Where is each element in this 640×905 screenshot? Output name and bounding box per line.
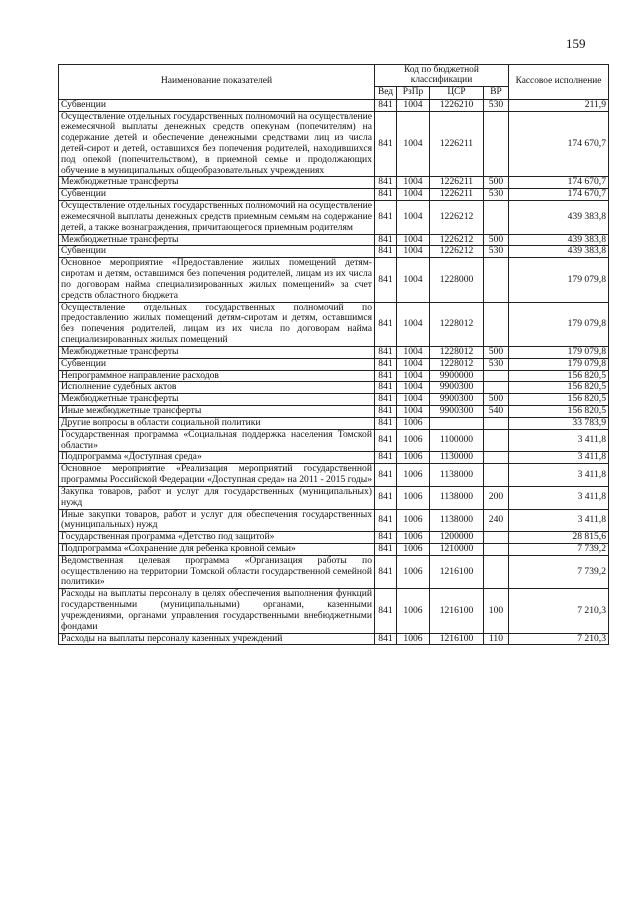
- row-amount-cell: 439 383,8: [509, 201, 609, 234]
- row-vr-cell: 500: [484, 394, 509, 406]
- table-row: [59, 370, 609, 382]
- header-ved: Вед: [375, 86, 397, 99]
- table-row: [59, 452, 609, 464]
- row-vr-cell: [484, 302, 509, 346]
- row-name-cell: Субвенции: [59, 246, 375, 258]
- row-vr-cell: [484, 532, 509, 544]
- row-ved-cell: 841: [375, 382, 397, 394]
- row-csr-cell: 1228000: [430, 258, 484, 302]
- table-row: [59, 509, 609, 532]
- row-vr-cell: [484, 417, 509, 429]
- row-ved-cell: 841: [375, 589, 397, 633]
- row-vr-cell: 500: [484, 234, 509, 246]
- row-vr-cell: [484, 555, 509, 588]
- row-amount-cell: 156 820,5: [509, 406, 609, 418]
- row-ved-cell: 841: [375, 370, 397, 382]
- row-csr-cell: 1226212: [430, 246, 484, 258]
- row-vr-cell: [484, 464, 509, 487]
- row-vr-cell: [484, 370, 509, 382]
- row-ved-cell: 841: [375, 464, 397, 487]
- table-row: [59, 417, 609, 429]
- row-rzpr-cell: 1006: [397, 429, 430, 452]
- row-rzpr-cell: 1006: [397, 417, 430, 429]
- row-ved-cell: 841: [375, 346, 397, 358]
- row-csr-cell: 1228012: [430, 346, 484, 358]
- header-execution: Кассовое исполнение: [509, 65, 609, 100]
- table-row: [59, 302, 609, 346]
- row-name-cell: Межбюджетные трансферты: [59, 177, 375, 189]
- row-ved-cell: 841: [375, 201, 397, 234]
- row-rzpr-cell: 1004: [397, 189, 430, 201]
- row-rzpr-cell: 1004: [397, 99, 430, 111]
- row-name-cell: Другие вопросы в области социальной политики: [59, 417, 375, 429]
- row-vr-cell: 530: [484, 358, 509, 370]
- table-row: [59, 234, 609, 246]
- row-rzpr-cell: 1004: [397, 370, 430, 382]
- row-name-cell: Иные закупки товаров, работ и услуг для обеспечения государственных (муниципальных) нужд: [59, 509, 375, 532]
- row-ved-cell: 841: [375, 258, 397, 302]
- row-amount-cell: 174 670,7: [509, 177, 609, 189]
- row-amount-cell: 174 670,7: [509, 189, 609, 201]
- header-name: Наименование показателей: [59, 65, 375, 100]
- row-name-cell: Осуществление отдельных государственных полномочий на осуществление ежемесячной выплаты денежных средств приемным семьям на содержание детей, а также вознаграждения, причитающегося приемным родителям: [59, 201, 375, 234]
- row-csr-cell: 1226210: [430, 99, 484, 111]
- row-ved-cell: 841: [375, 246, 397, 258]
- row-rzpr-cell: 1004: [397, 406, 430, 418]
- row-rzpr-cell: 1006: [397, 486, 430, 509]
- row-name-cell: Расходы на выплаты персоналу казенных учреждений: [59, 633, 375, 645]
- table-row: [59, 258, 609, 302]
- row-rzpr-cell: 1004: [397, 177, 430, 189]
- row-csr-cell: 1226211: [430, 177, 484, 189]
- row-vr-cell: [484, 258, 509, 302]
- row-csr-cell: 1226212: [430, 201, 484, 234]
- table-header-row: [59, 65, 609, 87]
- row-name-cell: Межбюджетные трансферты: [59, 346, 375, 358]
- table-row: [59, 532, 609, 544]
- row-rzpr-cell: 1006: [397, 589, 430, 633]
- row-rzpr-cell: 1004: [397, 302, 430, 346]
- table-row: [59, 111, 609, 177]
- row-ved-cell: 841: [375, 302, 397, 346]
- row-name-cell: Межбюджетные трансферты: [59, 234, 375, 246]
- row-name-cell: Подпрограмма «Доступная среда»: [59, 452, 375, 464]
- row-amount-cell: 3 411,8: [509, 429, 609, 452]
- row-amount-cell: 156 820,5: [509, 370, 609, 382]
- row-ved-cell: 841: [375, 394, 397, 406]
- row-name-cell: Государственная программа «Социальная поддержка населения Томской области»: [59, 429, 375, 452]
- row-name-cell: Исполнение судебных актов: [59, 382, 375, 394]
- row-ved-cell: 841: [375, 486, 397, 509]
- row-vr-cell: 240: [484, 509, 509, 532]
- row-rzpr-cell: 1006: [397, 555, 430, 588]
- row-csr-cell: 1216100: [430, 633, 484, 645]
- row-amount-cell: 179 079,8: [509, 346, 609, 358]
- row-vr-cell: 530: [484, 189, 509, 201]
- row-vr-cell: 530: [484, 246, 509, 258]
- row-csr-cell: 1100000: [430, 429, 484, 452]
- row-rzpr-cell: 1006: [397, 532, 430, 544]
- row-csr-cell: 1228012: [430, 358, 484, 370]
- row-amount-cell: 179 079,8: [509, 358, 609, 370]
- budget-table: [58, 64, 609, 645]
- row-ved-cell: 841: [375, 555, 397, 588]
- header-code-group: Код по бюджетной классификации: [375, 65, 509, 87]
- row-ved-cell: 841: [375, 543, 397, 555]
- row-amount-cell: 7 739,2: [509, 543, 609, 555]
- row-amount-cell: 156 820,5: [509, 382, 609, 394]
- row-vr-cell: [484, 201, 509, 234]
- row-amount-cell: 3 411,8: [509, 464, 609, 487]
- row-vr-cell: [484, 429, 509, 452]
- row-rzpr-cell: 1006: [397, 543, 430, 555]
- row-ved-cell: 841: [375, 189, 397, 201]
- table-row: [59, 358, 609, 370]
- row-ved-cell: 841: [375, 417, 397, 429]
- header-csr: ЦСР: [430, 86, 484, 99]
- row-rzpr-cell: 1004: [397, 111, 430, 177]
- row-rzpr-cell: 1006: [397, 452, 430, 464]
- table-row: [59, 382, 609, 394]
- row-csr-cell: 9900300: [430, 382, 484, 394]
- row-vr-cell: 200: [484, 486, 509, 509]
- row-rzpr-cell: 1004: [397, 234, 430, 246]
- row-csr-cell: 1226211: [430, 111, 484, 177]
- row-amount-cell: 179 079,8: [509, 258, 609, 302]
- table-row: [59, 177, 609, 189]
- row-amount-cell: 7 210,3: [509, 589, 609, 633]
- row-amount-cell: 7 210,3: [509, 633, 609, 645]
- row-ved-cell: 841: [375, 99, 397, 111]
- row-ved-cell: 841: [375, 406, 397, 418]
- row-ved-cell: 841: [375, 234, 397, 246]
- row-name-cell: Субвенции: [59, 189, 375, 201]
- row-rzpr-cell: 1004: [397, 382, 430, 394]
- row-name-cell: Непрограммное направление расходов: [59, 370, 375, 382]
- table-row: [59, 189, 609, 201]
- table-row: [59, 394, 609, 406]
- row-rzpr-cell: 1006: [397, 509, 430, 532]
- row-vr-cell: 110: [484, 633, 509, 645]
- row-csr-cell: 1130000: [430, 452, 484, 464]
- row-vr-cell: [484, 111, 509, 177]
- row-name-cell: Межбюджетные трансферты: [59, 394, 375, 406]
- row-amount-cell: 28 815,6: [509, 532, 609, 544]
- row-name-cell: Субвенции: [59, 358, 375, 370]
- row-ved-cell: 841: [375, 429, 397, 452]
- row-name-cell: Иные межбюджетные трансферты: [59, 406, 375, 418]
- table-row: [59, 633, 609, 645]
- table-body: [59, 99, 609, 645]
- row-csr-cell: 1216100: [430, 589, 484, 633]
- row-vr-cell: [484, 382, 509, 394]
- row-amount-cell: 3 411,8: [509, 486, 609, 509]
- row-csr-cell: 1210000: [430, 543, 484, 555]
- row-name-cell: Основное мероприятие «Реализация мероприятий государственной программы Российской Федерации «Доступная среда» на 2011 - 2015 годы»: [59, 464, 375, 487]
- row-amount-cell: 7 739,2: [509, 555, 609, 588]
- row-csr-cell: 1200000: [430, 532, 484, 544]
- row-name-cell: Основное мероприятие «Предоставление жилых помещений детям-сиротам и детям, оставшимся без попечения родителей, лицам из их числа по договорам найма специализированных жилых помещений» за счет средств областного бюджета: [59, 258, 375, 302]
- row-ved-cell: 841: [375, 532, 397, 544]
- row-rzpr-cell: 1006: [397, 633, 430, 645]
- row-amount-cell: 439 383,8: [509, 246, 609, 258]
- row-ved-cell: 841: [375, 177, 397, 189]
- row-amount-cell: 33 783,9: [509, 417, 609, 429]
- row-vr-cell: [484, 543, 509, 555]
- page-number: 159: [566, 36, 586, 51]
- table-row: [59, 486, 609, 509]
- row-vr-cell: 530: [484, 99, 509, 111]
- row-amount-cell: 179 079,8: [509, 302, 609, 346]
- row-ved-cell: 841: [375, 509, 397, 532]
- row-ved-cell: 841: [375, 452, 397, 464]
- row-rzpr-cell: 1004: [397, 358, 430, 370]
- table-row: [59, 99, 609, 111]
- table-row: [59, 406, 609, 418]
- table-row: [59, 589, 609, 633]
- row-csr-cell: 1138000: [430, 509, 484, 532]
- row-csr-cell: 1216100: [430, 555, 484, 588]
- row-name-cell: Субвенции: [59, 99, 375, 111]
- row-csr-cell: 1138000: [430, 486, 484, 509]
- table-row: [59, 464, 609, 487]
- header-rzpr: РзПр: [397, 86, 430, 99]
- row-vr-cell: 100: [484, 589, 509, 633]
- row-vr-cell: 540: [484, 406, 509, 418]
- row-amount-cell: 3 411,8: [509, 509, 609, 532]
- row-rzpr-cell: 1004: [397, 246, 430, 258]
- row-amount-cell: 174 670,7: [509, 111, 609, 177]
- table-row: [59, 543, 609, 555]
- row-name-cell: Государственная программа «Детство под защитой»: [59, 532, 375, 544]
- row-rzpr-cell: 1004: [397, 201, 430, 234]
- row-rzpr-cell: 1004: [397, 258, 430, 302]
- row-csr-cell: 9900000: [430, 370, 484, 382]
- row-amount-cell: 211,9: [509, 99, 609, 111]
- row-vr-cell: 500: [484, 346, 509, 358]
- row-vr-cell: [484, 452, 509, 464]
- row-csr-cell: 9900300: [430, 406, 484, 418]
- row-name-cell: Ведомственная целевая программа «Организация работы по осуществлению на территории Томской области государственной семейной политики»: [59, 555, 375, 588]
- header-vr: ВР: [484, 86, 509, 99]
- row-rzpr-cell: 1004: [397, 346, 430, 358]
- row-vr-cell: 500: [484, 177, 509, 189]
- row-csr-cell: 1226211: [430, 189, 484, 201]
- row-ved-cell: 841: [375, 358, 397, 370]
- table-row: [59, 429, 609, 452]
- row-name-cell: Подпрограмма «Сохранение для ребенка кровной семьи»: [59, 543, 375, 555]
- row-csr-cell: 1228012: [430, 302, 484, 346]
- table-row: [59, 201, 609, 234]
- row-name-cell: Закупка товаров, работ и услуг для государственных (муниципальных) нужд: [59, 486, 375, 509]
- row-amount-cell: 439 383,8: [509, 234, 609, 246]
- row-csr-cell: 9900300: [430, 394, 484, 406]
- table-row: [59, 346, 609, 358]
- row-rzpr-cell: 1004: [397, 394, 430, 406]
- row-name-cell: Осуществление отдельных государственных полномочий на осуществление ежемесячной выплаты денежных средств опекунам (попечителям) на содержание детей и обеспечение денежными средствами лиц из числа детей-сирот и детей, оставшихся без попечения родителей, находившихся под опекой (попечительством), в приемной семье и продолжающих обучение в муниципальных общеобразовательных учреждениях: [59, 111, 375, 177]
- table-row: [59, 555, 609, 588]
- row-csr-cell: 1226212: [430, 234, 484, 246]
- row-name-cell: Расходы на выплаты персоналу в целях обеспечения выполнения функций государственными (муниципальными) органами, казенными учреждениями, органами управления государственными внебюджетными фондами: [59, 589, 375, 633]
- row-name-cell: Осуществление отдельных государственных полномочий по предоставлению жилых помещений детям-сиротам и детям, оставшимся без попечения родителей, лицам из их числа по договорам найма специализированных жилых помещений: [59, 302, 375, 346]
- row-csr-cell: [430, 417, 484, 429]
- row-rzpr-cell: 1006: [397, 464, 430, 487]
- row-ved-cell: 841: [375, 633, 397, 645]
- table-row: [59, 246, 609, 258]
- row-csr-cell: 1138000: [430, 464, 484, 487]
- row-amount-cell: 156 820,5: [509, 394, 609, 406]
- row-amount-cell: 3 411,8: [509, 452, 609, 464]
- row-ved-cell: 841: [375, 111, 397, 177]
